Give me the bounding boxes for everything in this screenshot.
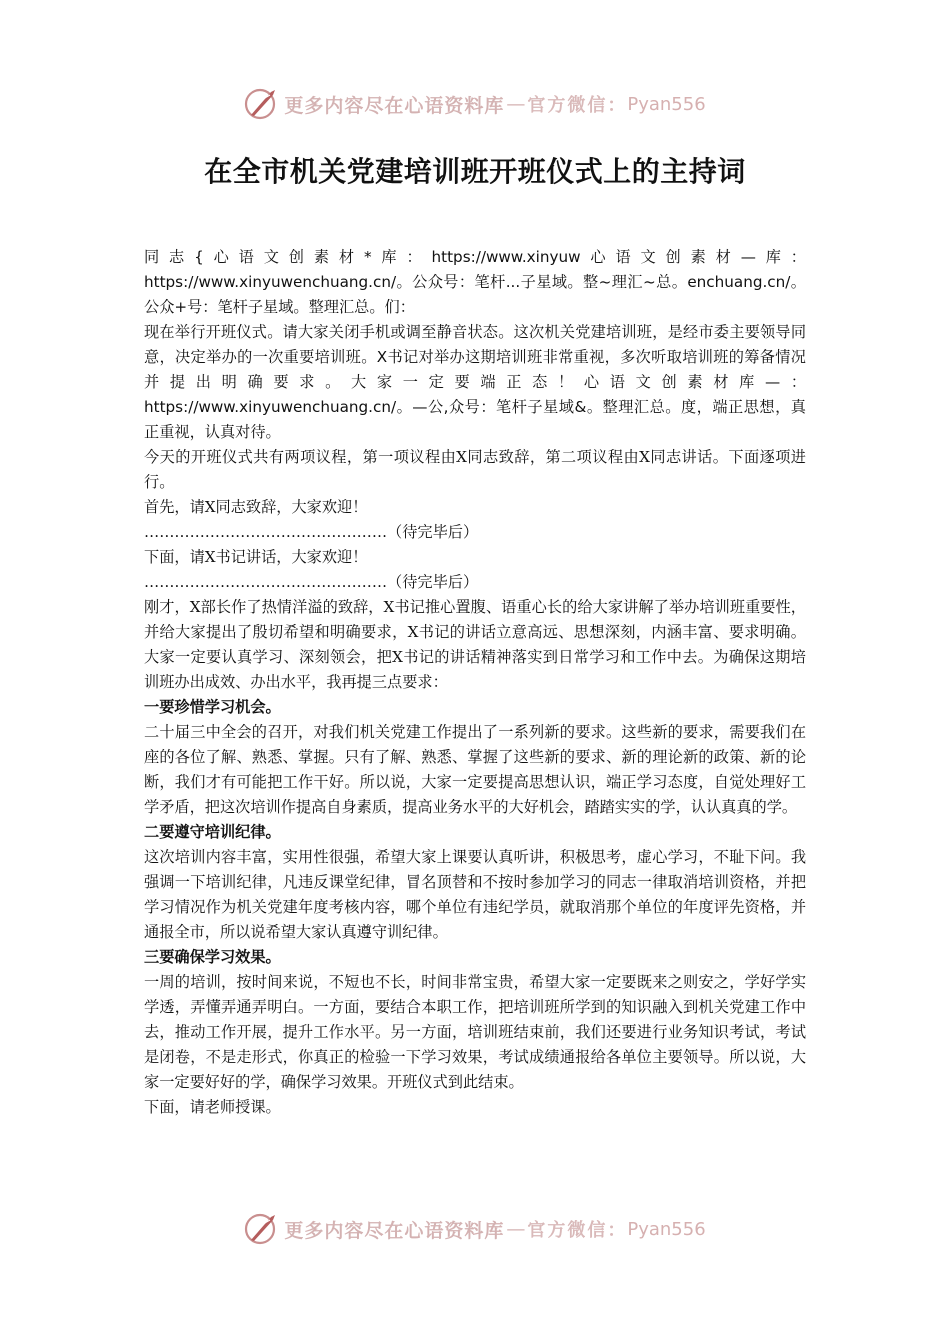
- banner-wechat-id: Pyan556: [627, 1218, 706, 1240]
- quill-logo-icon: [244, 1211, 280, 1247]
- paragraph: 同志{心语文创素材*库：https://www.xinyuw心语文创素材—库：https://www.xinyuwenchuang.cn/。公众号：笔杆...子星域。整~理汇~总。enchuang.cn/。公众+号：笔杆子星域。整理汇总。们：: [144, 248, 806, 316]
- paragraph: 一周的培训，按时间来说，不短也不长，时间非常宝贵，希望大家一定要既来之则安之，学好学实学透，弄懂弄通弄明白。一方面，要结合本职工作，把培训班所学到的知识融入到机关党建工作中去，推动工作开展，提升工作水平。另一方面，培训班结束前，我们还要进行业务知识考试，考试是闭卷，不是走形式，你真正的检验一下学习效果，考试成绩通报给各单位主要领导。所以说，大家一定要好好的学，确保学习效果。开班仪式到此结束。: [144, 973, 806, 1091]
- section-heading: 三要确保学习效果。: [144, 948, 281, 966]
- section-heading: 一要珍惜学习机会。: [144, 698, 281, 716]
- paragraph: 首先，请X同志致辞，大家欢迎！: [144, 498, 368, 516]
- paragraph: …………………………………………（待完毕后）: [144, 523, 479, 541]
- document-body: [144, 245, 806, 1120]
- paragraph: 下面，请老师授课。: [144, 1098, 281, 1116]
- paragraph: 下面，请X书记讲话，大家欢迎！: [144, 548, 368, 566]
- paragraph: 这次培训内容丰富，实用性很强，希望大家上课要认真听讲，积极思考，虚心学习，不耻下问。我强调一下培训纪律，凡违反课堂纪律，冒名顶替和不按时参加学习的同志一律取消培训资格，并把学习情况作为机关党建年度考核内容，哪个单位有违纪学员，就取消那个单位的年度评先资格，并通报全市，所以说希望大家认真遵守训纪律。: [144, 848, 806, 941]
- header-banner: [0, 84, 950, 124]
- paragraph: …………………………………………（待完毕后）: [144, 573, 479, 591]
- banner-separator: —: [506, 1218, 526, 1240]
- banner-wechat-label: 官方微信：: [527, 95, 628, 116]
- banner-wechat-id: Pyan556: [627, 93, 706, 115]
- section-heading: 二要遵守培训纪律。: [144, 823, 281, 841]
- banner-text: 更多内容尽在心语资料库: [284, 94, 505, 117]
- banner-text: 更多内容尽在心语资料库: [284, 1219, 505, 1242]
- footer-banner: [0, 1209, 950, 1249]
- paragraph: 现在举行开班仪式。请大家关闭手机或调至静音状态。这次机关党建培训班，是经市委主要领导同意，决定举办的一次重要培训班。X书记对举办这期培训班非常重视，多次听取培训班的筹备情况并提出明确要求。大家一定要端正态！心语文创素材库—：https://www.xinyuwenchuang.cn/。—公,众号：笔杆子星域&。整理汇总。度，端正思想，真正重视，认真对待。: [144, 323, 806, 441]
- paragraph: 今天的开班仪式共有两项议程，第一项议程由X同志致辞，第二项议程由X同志讲话。下面逐项进行。: [144, 448, 806, 491]
- paragraph: 二十届三中全会的召开，对我们机关党建工作提出了一系列新的要求。这些新的要求，需要我们在座的各位了解、熟悉、掌握。只有了解、熟悉、掌握了这些新的要求、新的理论新的政策、新的论断，我们才有可能把工作干好。所以说，大家一定要提高思想认识，端正学习态度，自觉处理好工学矛盾，把这次培训作提高自身素质，提高业务水平的大好机会，踏踏实实的学，认认真真的学。: [144, 723, 806, 816]
- document-title: 在全市机关党建培训班开班仪式上的主持词: [204, 155, 746, 188]
- quill-logo-icon: [244, 86, 280, 122]
- banner-wechat-label: 官方微信：: [527, 1220, 628, 1241]
- paragraph: 刚才，X部长作了热情洋溢的致辞，X书记推心置腹、语重心长的给大家讲解了举办培训班重要性，并给大家提出了殷切希望和明确要求，X书记的讲话立意高远、思想深刻，内涵丰富、要求明确。大家一定要认真学习、深刻领会，把X书记的讲话精神落实到日常学习和工作中去。为确保这期培训班办出成效、办出水平，我再提三点要求：: [144, 598, 806, 691]
- banner-separator: —: [506, 93, 526, 115]
